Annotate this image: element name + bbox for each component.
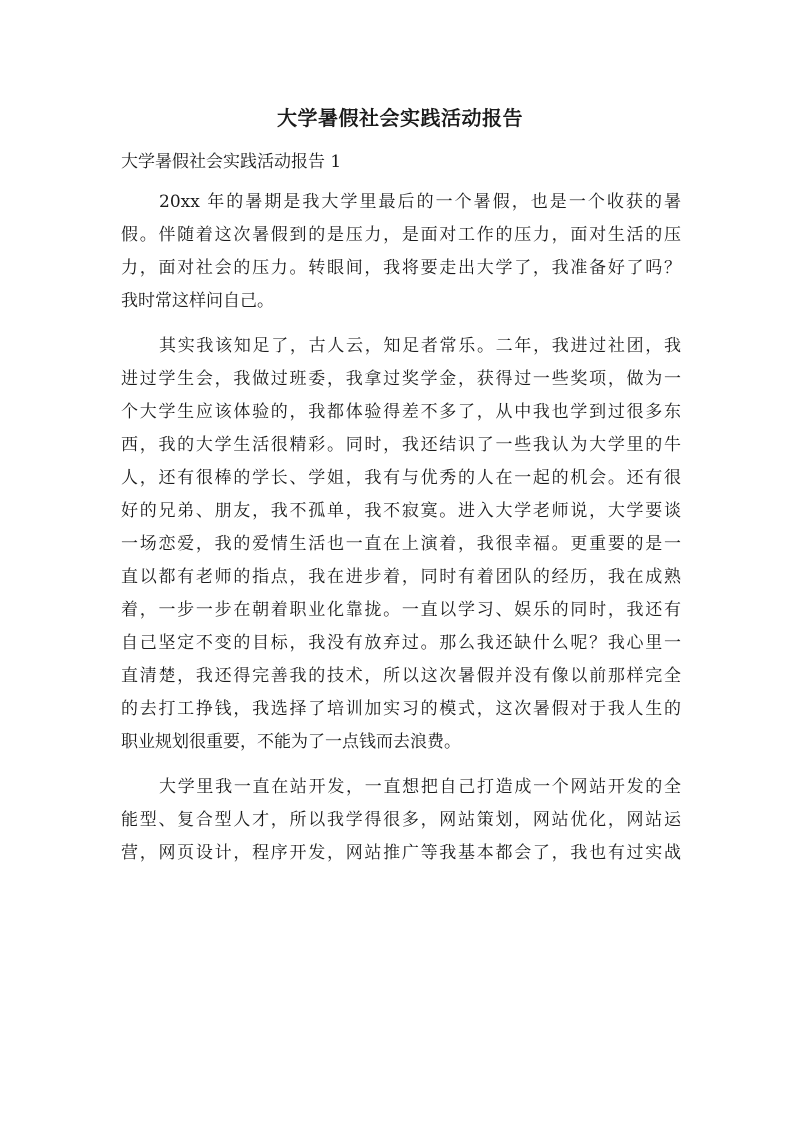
paragraph-3 bbox=[121, 771, 681, 870]
document-title: 大学暑假社会实践活动报告 bbox=[277, 106, 523, 130]
document-subtitle: 大学暑假社会实践活动报告 1 bbox=[121, 152, 342, 172]
text-line: 西，我的大学生活很精彩。同时，我还结识了一些我认为大学里的牛 bbox=[121, 435, 681, 455]
text-line: 人，还有很棒的学长、学姐，我有与优秀的人在一起的机会。还有很 bbox=[121, 468, 681, 488]
text-line: 我时常这样问自己。 bbox=[121, 291, 274, 311]
text-line: 假。伴随着这次暑假到的是压力，是面对工作的压力，面对生活的压 bbox=[121, 225, 681, 245]
text-line: 个大学生应该体验的，我都体验得差不多了，从中我也学到过很多东 bbox=[121, 402, 681, 422]
paragraph-1 bbox=[121, 186, 681, 318]
document-body bbox=[121, 186, 681, 870]
text-line: 进过学生会，我做过班委，我拿过奖学金，获得过一些奖项，做为一 bbox=[121, 369, 681, 389]
text-line: 力，面对社会的压力。转眼间，我将要走出大学了，我准备好了吗？ bbox=[121, 258, 681, 278]
text-line: 直清楚，我还得完善我的技术，所以这次暑假并没有像以前那样完全 bbox=[121, 666, 681, 686]
text-line: 职业规划很重要，不能为了一点钱而去浪费。 bbox=[121, 732, 461, 752]
text-line: 20xx 年的暑期是我大学里最后的一个暑假，也是一个收获的暑 bbox=[159, 192, 681, 212]
text-line: 营，网页设计，程序开发，网站推广等我基本都会了，我也有过实战 bbox=[121, 843, 681, 863]
text-line: 能型、复合型人才，所以我学得很多，网站策划，网站优化，网站运 bbox=[121, 810, 681, 830]
text-line: 的去打工挣钱，我选择了培训加实习的模式，这次暑假对于我人生的 bbox=[121, 699, 681, 719]
text-line: 着，一步一步在朝着职业化靠拢。一直以学习、娱乐的同时，我还有 bbox=[121, 600, 681, 620]
text-line: 一场恋爱，我的爱情生活也一直在上演着，我很幸福。更重要的是一 bbox=[121, 534, 681, 554]
text-line: 大学里我一直在站开发，一直想把自己打造成一个网站开发的全 bbox=[159, 777, 681, 797]
text-line: 直以都有老师的指点，我在进步着，同时有着团队的经历，我在成熟 bbox=[121, 567, 681, 587]
text-line: 其实我该知足了，古人云，知足者常乐。二年，我进过社团，我 bbox=[159, 336, 681, 356]
paragraph-2 bbox=[121, 330, 681, 759]
text-line: 自己坚定不变的目标，我没有放弃过。那么我还缺什么呢？我心里一 bbox=[121, 633, 681, 653]
text-line: 好的兄弟、朋友，我不孤单，我不寂寞。进入大学老师说，大学要谈 bbox=[121, 501, 681, 521]
